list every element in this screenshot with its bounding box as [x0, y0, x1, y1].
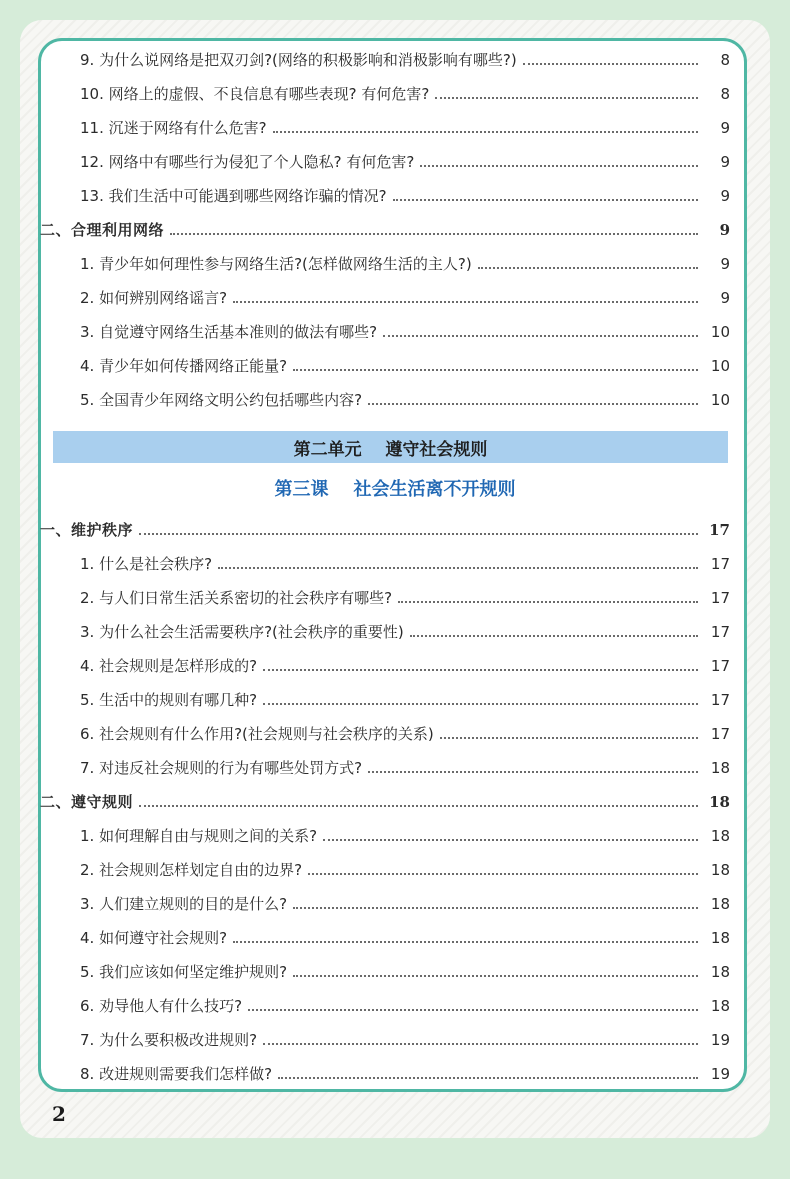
leader-dots: [410, 635, 698, 637]
leader-dots: [523, 63, 698, 65]
toc-entry-text: 5. 我们应该如何坚定维护规则?: [80, 963, 288, 981]
leader-dots: [170, 233, 698, 235]
toc-section-title: 二、遵守规则: [40, 793, 134, 811]
toc-section-title: 二、合理利用网络: [40, 221, 165, 239]
page-number: 2: [52, 1102, 66, 1126]
leader-dots: [278, 1077, 698, 1079]
leader-dots: [263, 669, 698, 671]
toc-entry-text: 1. 如何理解自由与规则之间的关系?: [80, 827, 318, 845]
toc-entry-text: 9. 为什么说网络是把双刃剑?(网络的积极影响和消极影响有哪些?): [80, 51, 517, 69]
toc-section[interactable]: [40, 784, 730, 812]
toc-entry-text: 8. 改进规则需要我们怎样做?: [80, 1065, 273, 1083]
toc-entry-page: 17: [710, 691, 730, 709]
toc-entry-page: 8: [720, 51, 730, 69]
leader-dots: [233, 941, 698, 943]
lesson-title: 第三课 社会生活离不开规则: [274, 479, 516, 500]
toc-entry-page: 18: [710, 997, 730, 1015]
toc-entry[interactable]: [40, 580, 730, 608]
leader-dots: [263, 1043, 698, 1045]
toc-entry[interactable]: [40, 818, 730, 846]
leader-dots: [233, 301, 698, 303]
leader-dots: [368, 771, 698, 773]
toc-section-page: 18: [709, 793, 730, 811]
toc-section[interactable]: [40, 212, 730, 240]
toc-entry[interactable]: [40, 920, 730, 948]
toc-entry-page: 18: [710, 827, 730, 845]
unit-title: 第二单元 遵守社会规则: [293, 439, 488, 460]
toc-entry-text: 13. 我们生活中可能遇到哪些网络诈骗的情况?: [80, 187, 387, 205]
toc-entry-text: 3. 自觉遵守网络生活基本准则的做法有哪些?: [80, 323, 378, 341]
toc-entry-text: 7. 为什么要积极改进规则?: [80, 1031, 258, 1049]
toc-entry[interactable]: [40, 988, 730, 1016]
toc-entry[interactable]: [40, 1056, 730, 1084]
toc-entry[interactable]: [40, 886, 730, 914]
toc-entry-page: 18: [710, 759, 730, 777]
toc-entry[interactable]: [40, 110, 730, 138]
toc-entry[interactable]: [40, 348, 730, 376]
toc-entry-page: 17: [710, 657, 730, 675]
toc-entry-page: 10: [710, 323, 730, 341]
toc-entry[interactable]: [40, 382, 730, 410]
leader-dots: [308, 873, 698, 875]
toc-entry[interactable]: [40, 546, 730, 574]
toc-entry[interactable]: [40, 178, 730, 206]
toc-entry-text: 11. 沉迷于网络有什么危害?: [80, 119, 267, 137]
toc-entry-text: 2. 社会规则怎样划定自由的边界?: [80, 861, 303, 879]
toc-section-title: 一、维护秩序: [40, 521, 134, 539]
toc-entry-text: 4. 社会规则是怎样形成的?: [80, 657, 258, 675]
leader-dots: [398, 601, 698, 603]
toc-entry-page: 18: [710, 963, 730, 981]
leader-dots: [139, 805, 698, 807]
toc-entry-page: 9: [720, 153, 730, 171]
toc-entry-text: 12. 网络中有哪些行为侵犯了个人隐私? 有何危害?: [80, 153, 415, 171]
toc-entry-text: 7. 对违反社会规则的行为有哪些处罚方式?: [80, 759, 363, 777]
toc-entry-text: 4. 青少年如何传播网络正能量?: [80, 357, 288, 375]
toc-entry-page: 9: [720, 289, 730, 307]
toc-entry-text: 3. 为什么社会生活需要秩序?(社会秩序的重要性): [80, 623, 404, 641]
toc-entry[interactable]: [40, 648, 730, 676]
toc-entry-text: 6. 劝导他人有什么技巧?: [80, 997, 243, 1015]
leader-dots: [420, 165, 698, 167]
toc-entry[interactable]: [40, 716, 730, 744]
leader-dots: [293, 907, 698, 909]
toc-entry-text: 4. 如何遵守社会规则?: [80, 929, 228, 947]
toc-entry-page: 17: [710, 589, 730, 607]
toc-entry-text: 6. 社会规则有什么作用?(社会规则与社会秩序的关系): [80, 725, 434, 743]
toc-entry-text: 1. 青少年如何理性参与网络生活?(怎样做网络生活的主人?): [80, 255, 472, 273]
toc-entry[interactable]: [40, 42, 730, 70]
toc-section-page: 17: [709, 521, 730, 539]
toc-entry[interactable]: [40, 750, 730, 778]
toc-entry-page: 9: [720, 187, 730, 205]
toc-entry-text: 2. 与人们日常生活关系密切的社会秩序有哪些?: [80, 589, 393, 607]
leader-dots: [293, 975, 698, 977]
toc-entry-text: 1. 什么是社会秩序?: [80, 555, 213, 573]
toc-entry-page: 17: [710, 623, 730, 641]
toc-entry-page: 18: [710, 929, 730, 947]
leader-dots: [218, 567, 698, 569]
toc-entry-text: 5. 全国青少年网络文明公约包括哪些内容?: [80, 391, 363, 409]
toc-section[interactable]: [40, 512, 730, 540]
leader-dots: [478, 267, 698, 269]
leader-dots: [263, 703, 698, 705]
toc-entry-page: 19: [710, 1031, 730, 1049]
leader-dots: [323, 839, 698, 841]
leader-dots: [248, 1009, 698, 1011]
leader-dots: [368, 403, 698, 405]
leader-dots: [139, 533, 698, 535]
toc-entry[interactable]: [40, 682, 730, 710]
toc-entry-page: 10: [710, 357, 730, 375]
toc-entry[interactable]: [40, 144, 730, 172]
toc-entry[interactable]: [40, 852, 730, 880]
toc-entry[interactable]: [40, 246, 730, 274]
leader-dots: [435, 97, 698, 99]
toc-entry-page: 10: [710, 391, 730, 409]
leader-dots: [273, 131, 698, 133]
toc-entry-page: 19: [710, 1065, 730, 1083]
leader-dots: [440, 737, 698, 739]
toc-entry-page: 9: [720, 119, 730, 137]
toc-section-page: 9: [719, 221, 730, 239]
toc-entry-page: 17: [710, 725, 730, 743]
leader-dots: [383, 335, 698, 337]
toc-entry-page: 9: [720, 255, 730, 273]
toc-entry-text: 5. 生活中的规则有哪几种?: [80, 691, 258, 709]
toc-entry[interactable]: [40, 1022, 730, 1050]
toc-entry-page: 18: [710, 895, 730, 913]
toc-entry-text: 10. 网络上的虚假、不良信息有哪些表现? 有何危害?: [80, 85, 430, 103]
toc-entry[interactable]: [40, 614, 730, 642]
toc-entry[interactable]: [40, 954, 730, 982]
unit-heading: [53, 431, 728, 463]
leader-dots: [293, 369, 698, 371]
toc-entry-page: 8: [720, 85, 730, 103]
toc-entry[interactable]: [40, 76, 730, 104]
toc-entry-page: 17: [710, 555, 730, 573]
leader-dots: [393, 199, 698, 201]
toc-entry-text: 3. 人们建立规则的目的是什么?: [80, 895, 288, 913]
toc-entry-page: 18: [710, 861, 730, 879]
toc-entry-text: 2. 如何辨别网络谣言?: [80, 289, 228, 307]
toc-entry[interactable]: [40, 280, 730, 308]
toc-entry[interactable]: [40, 314, 730, 342]
